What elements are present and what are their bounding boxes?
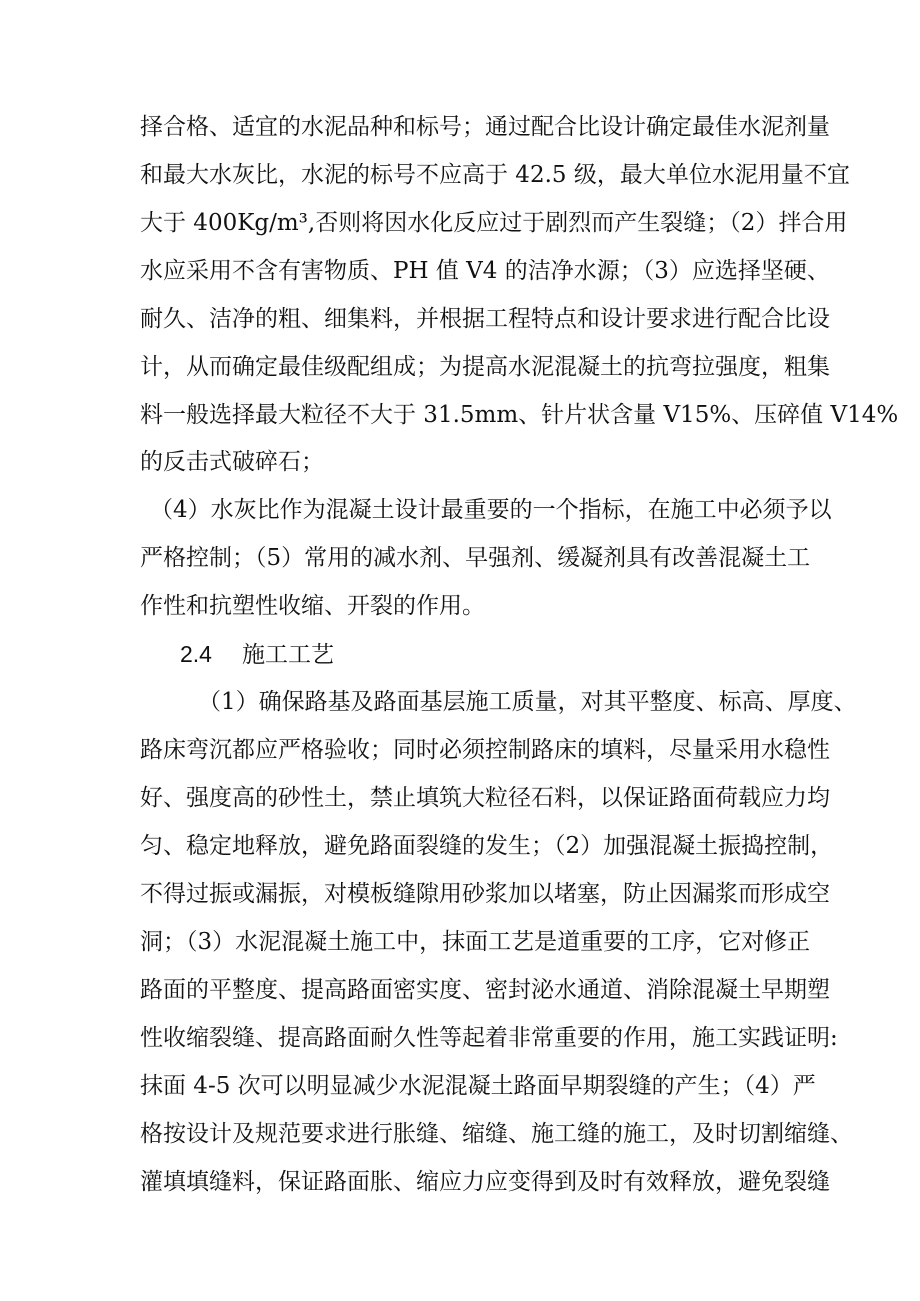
text-line: 不得过振或漏振，对模板缝隙用砂浆加以堵塞，防止因漏浆而形成空 bbox=[140, 881, 830, 907]
text-line: 大于 400Kg/m³,否则将因水化反应过于剧烈而产生裂缝；（2）拌合用 bbox=[140, 210, 848, 236]
section-heading bbox=[180, 639, 334, 669]
text-line: 好、强度高的砂性土，禁止填筑大粒径石料，以保证路面荷载应力均 bbox=[140, 785, 830, 811]
text-line: 匀、稳定地释放，避免路面裂缝的发生；（2）加强混凝土振捣控制， bbox=[140, 833, 834, 859]
text-line: 洞；（3）水泥混凝土施工中，抹面工艺是道重要的工序，它对修正 bbox=[140, 929, 811, 955]
text-line: 性收缩裂缝、提高路面耐久性等起着非常重要的作用，施工实践证明: bbox=[140, 1025, 838, 1051]
text-line: 严格控制；（5）常用的减水剂、早强剂、缓凝剂具有改善混凝土工 bbox=[140, 545, 811, 571]
text-line: 和最大水灰比，水泥的标号不应高于 42.5 级，最大单位水泥用量不宜 bbox=[140, 162, 850, 188]
text-line: 耐久、洁净的粗、细集料，并根据工程特点和设计要求进行配合比设 bbox=[140, 306, 830, 332]
section-title: 施工工艺 bbox=[242, 642, 334, 668]
text-line: 灌填填缝料，保证路面胀、缩应力应变得到及时有效释放，避免裂缝 bbox=[140, 1169, 830, 1195]
text-line: 的反击式破碎石； bbox=[140, 449, 324, 475]
text-line: 路床弯沉都应严格验收；同时必须控制路床的填料，尽量采用水稳性 bbox=[140, 737, 830, 763]
text-line: 择合格、适宜的水泥品种和标号；通过配合比设计确定最佳水泥剂量 bbox=[140, 114, 830, 140]
text-line: 计，从而确定最佳级配组成；为提高水泥混凝土的抗弯拉强度，粗集 bbox=[140, 354, 830, 380]
text-line: 抹面 4-5 次可以明显减少水泥混凝土路面早期裂缝的产生；（4）严 bbox=[140, 1073, 816, 1099]
text-line: （1）确保路基及路面基层施工质量，对其平整度、标高、厚度、 bbox=[198, 689, 857, 715]
text-line: 水应采用不含有害物质、PH 值 V4 的洁净水源；（3）应选择坚硬、 bbox=[140, 258, 830, 284]
text-line: 路面的平整度、提高路面密实度、密封泌水通道、消除混凝土早期塑 bbox=[140, 977, 830, 1003]
text-line: 料一般选择最大粒径不大于 31.5mm、针片状含量 V15%、压碎值 V14% bbox=[140, 402, 899, 428]
text-line: （4）水灰比作为混凝土设计最重要的一个指标，在施工中必须予以 bbox=[150, 497, 832, 523]
text-line: 作性和抗塑性收缩、开裂的作用。 bbox=[140, 593, 485, 619]
section-number: 2.4 bbox=[180, 641, 212, 667]
text-line: 格按设计及规范要求进行胀缝、缩缝、施工缝的施工，及时切割缩缝、 bbox=[140, 1121, 853, 1147]
